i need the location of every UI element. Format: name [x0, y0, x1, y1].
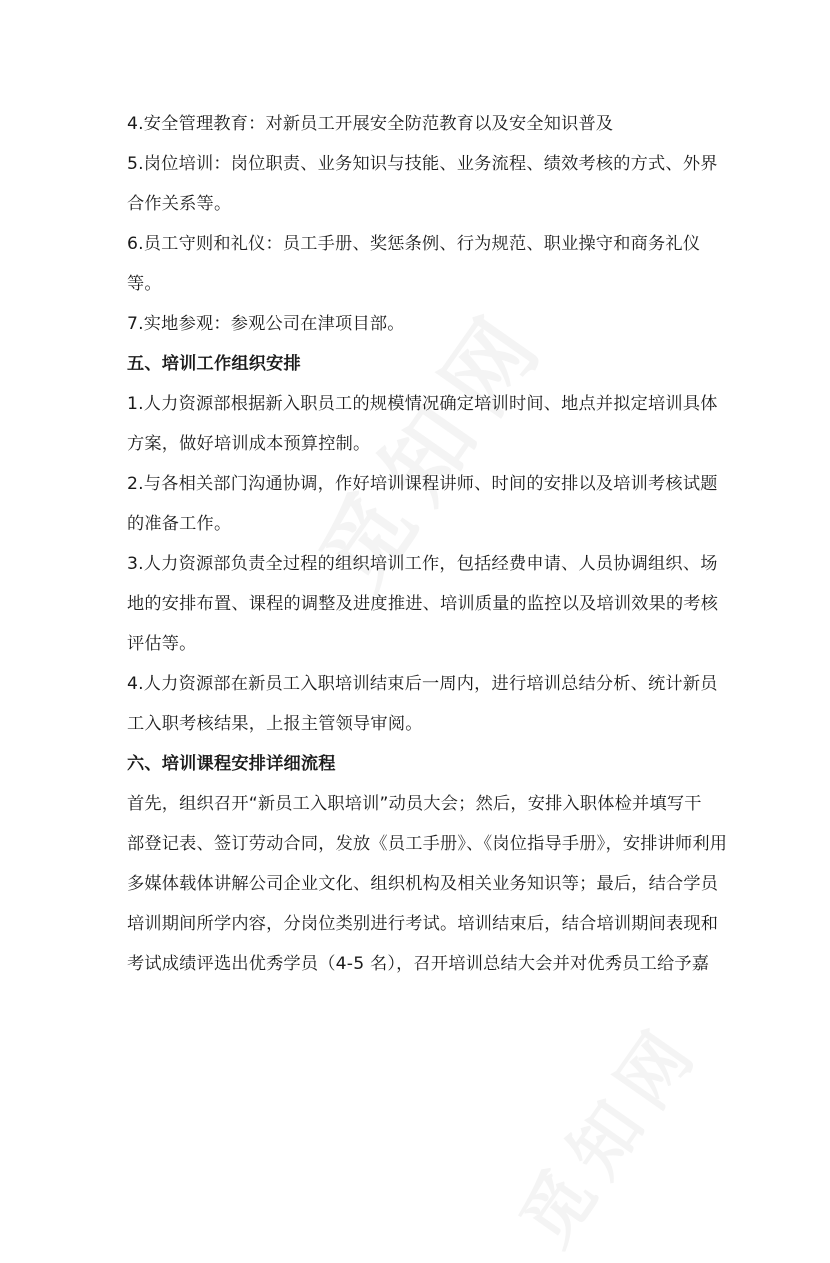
section-heading: 六、培训课程安排详细流程	[127, 754, 336, 774]
paragraph-line: 7.实地参观：参观公司在津项目部。	[127, 314, 405, 334]
paragraph-line: 4.安全管理教育：对新员工开展安全防范教育以及安全知识普及	[127, 114, 614, 134]
paragraph-line: 方案，做好培训成本预算控制。	[127, 434, 371, 454]
paragraph-line: 等。	[127, 274, 162, 294]
paragraph-line: 考试成绩评选出优秀学员（4-5 名），召开培训总结大会并对优秀员工给予嘉	[127, 954, 710, 974]
paragraph-line: 1.人力资源部根据新入职员工的规模情况确定培训时间、地点并拟定培训具体	[127, 394, 718, 414]
paragraph-line: 地的安排布置、课程的调整及进度推进、培训质量的监控以及培训效果的考核	[127, 594, 719, 614]
watermark	[492, 998, 719, 1262]
paragraph-line: 培训期间所学内容，分岗位类别进行考试。培训结束后，结合培训期间表现和	[127, 914, 719, 934]
paragraph-line: 的准备工作。	[127, 514, 232, 534]
paragraph-line: 3.人力资源部负责全过程的组织培训工作，包括经费申请、人员协调组织、场	[127, 554, 718, 574]
paragraph-line: 多媒体载体讲解公司企业文化、组织机构及相关业务知识等；最后，结合学员	[127, 874, 719, 894]
paragraph-line: 部登记表、签订劳动合同，发放《员工手册》、《岗位指导手册》，安排讲师利用	[127, 834, 728, 854]
paragraph-line: 4.人力资源部在新员工入职培训结束后一周内，进行培训总结分析、统计新员	[127, 674, 718, 694]
paragraph-line: 评估等。	[127, 634, 197, 654]
paragraph-line: 工入职考核结果，上报主管领导审阅。	[127, 714, 423, 734]
section-heading: 五、培训工作组织安排	[127, 354, 301, 374]
paragraph-line: 2.与各相关部门沟通协调，作好培训课程讲师、时间的安排以及培训考核试题	[127, 474, 718, 494]
paragraph-line: 5.岗位培训：岗位职责、业务知识与技能、业务流程、绩效考核的方式、外界	[127, 154, 718, 174]
paragraph-line: 合作关系等。	[127, 194, 232, 214]
paragraph-line: 首先，组织召开“新员工入职培训”动员大会；然后，安排入职体检并填写干	[127, 794, 702, 814]
document-body	[127, 104, 728, 984]
paragraph-line: 6.员工守则和礼仪：员工手册、奖惩条例、行为规范、职业操守和商务礼仪	[127, 234, 701, 254]
